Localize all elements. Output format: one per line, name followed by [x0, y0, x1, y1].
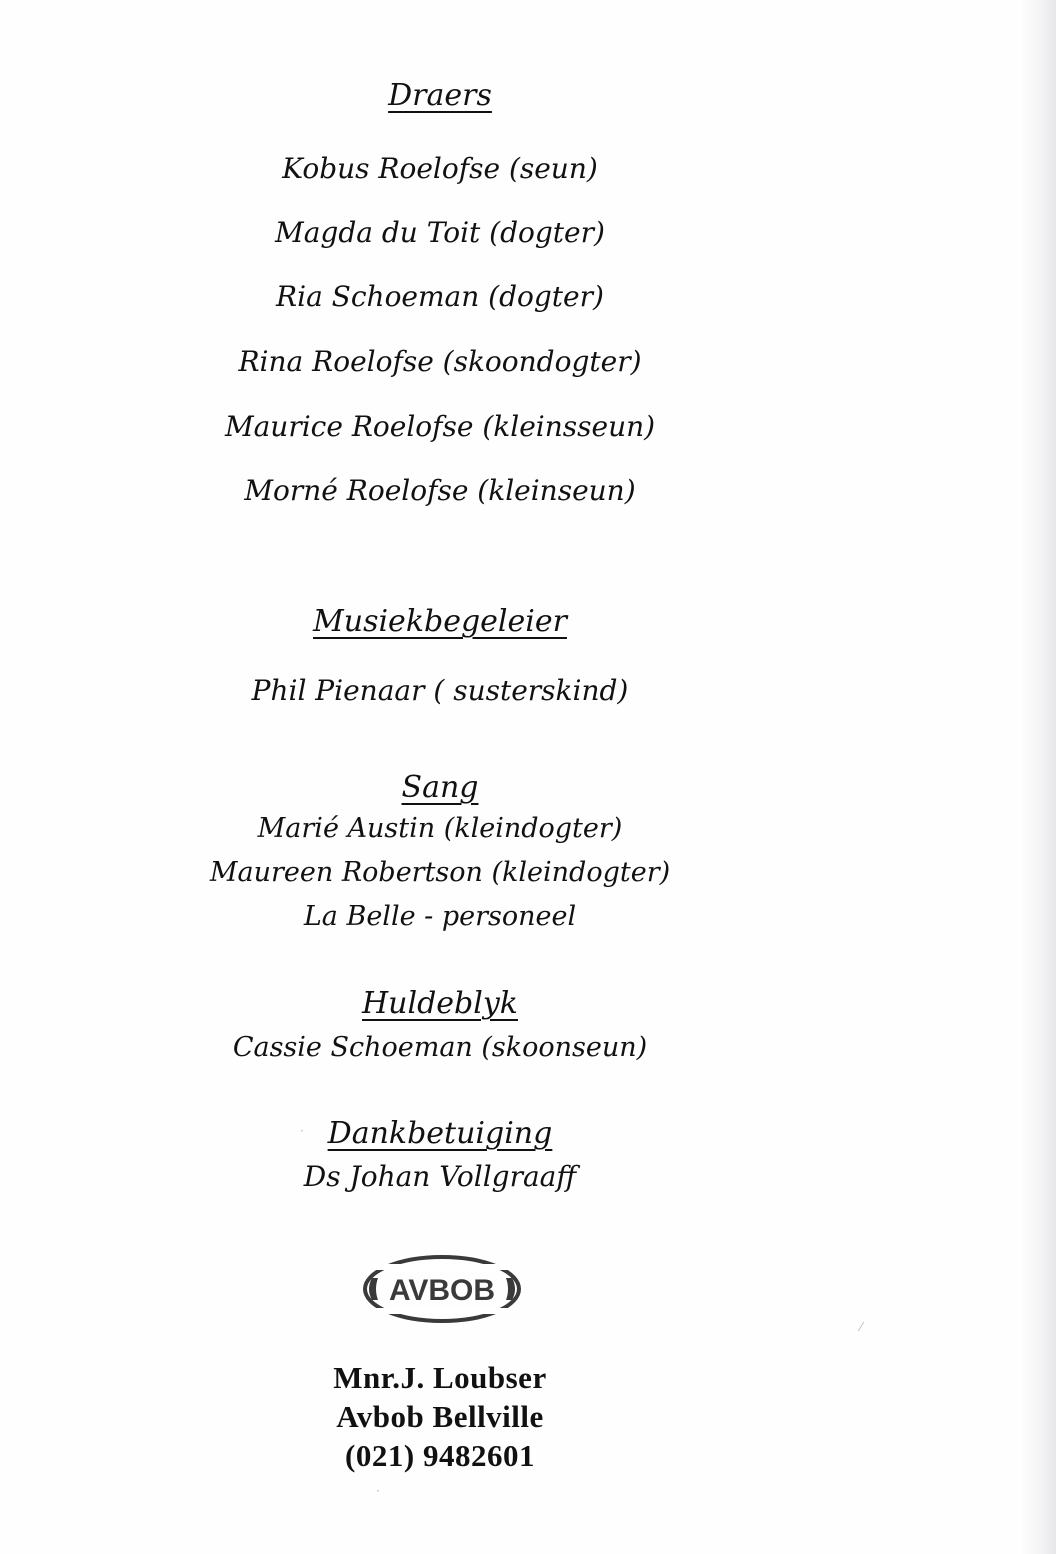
sang-item: Marié Austin (kleindogter)	[257, 813, 623, 844]
draers-heading: Draers	[388, 78, 492, 113]
footer-branch: Avbob Bellville	[336, 1399, 544, 1434]
scan-speck: ·	[376, 1484, 380, 1498]
scan-speck: ⁄	[860, 1320, 863, 1334]
sang-item: Maureen Robertson (kleindogter)	[209, 857, 671, 888]
sang-item: La Belle - personeel	[303, 901, 577, 932]
draers-item: Magda du Toit (dogter)	[275, 216, 605, 249]
musiekbegeleier-heading: Musiekbegeleier	[313, 604, 567, 639]
huldeblyk-item: Cassie Schoeman (skoonseun)	[232, 1032, 648, 1063]
draers-item: Maurice Roelofse (kleinsseun)	[224, 410, 656, 443]
draers-item: Rina Roelofse (skoondogter)	[238, 345, 642, 378]
dankbetuiging-heading: Dankbetuiging	[327, 1116, 553, 1151]
avbob-logo	[362, 1254, 522, 1324]
draers-item: Ria Schoeman (dogter)	[276, 280, 604, 313]
footer-phone: (021) 9482601	[345, 1438, 535, 1473]
musiekbegeleier-item: Phil Pienaar ( susterskind)	[251, 674, 629, 707]
footer-name: Mnr.J. Loubser	[333, 1360, 547, 1395]
dankbetuiging-item: Ds Johan Vollgraaff	[303, 1160, 577, 1193]
sang-heading: Sang	[401, 770, 479, 805]
draers-item: Kobus Roelofse (seun)	[282, 152, 598, 185]
draers-item: Morné Roelofse (kleinseun)	[244, 474, 636, 507]
scan-edge-shadow	[1020, 0, 1056, 1554]
huldeblyk-heading: Huldeblyk	[362, 986, 518, 1021]
avbob-logo-text: AVBOB	[388, 1274, 496, 1307]
scan-speck: ·	[300, 1124, 304, 1138]
